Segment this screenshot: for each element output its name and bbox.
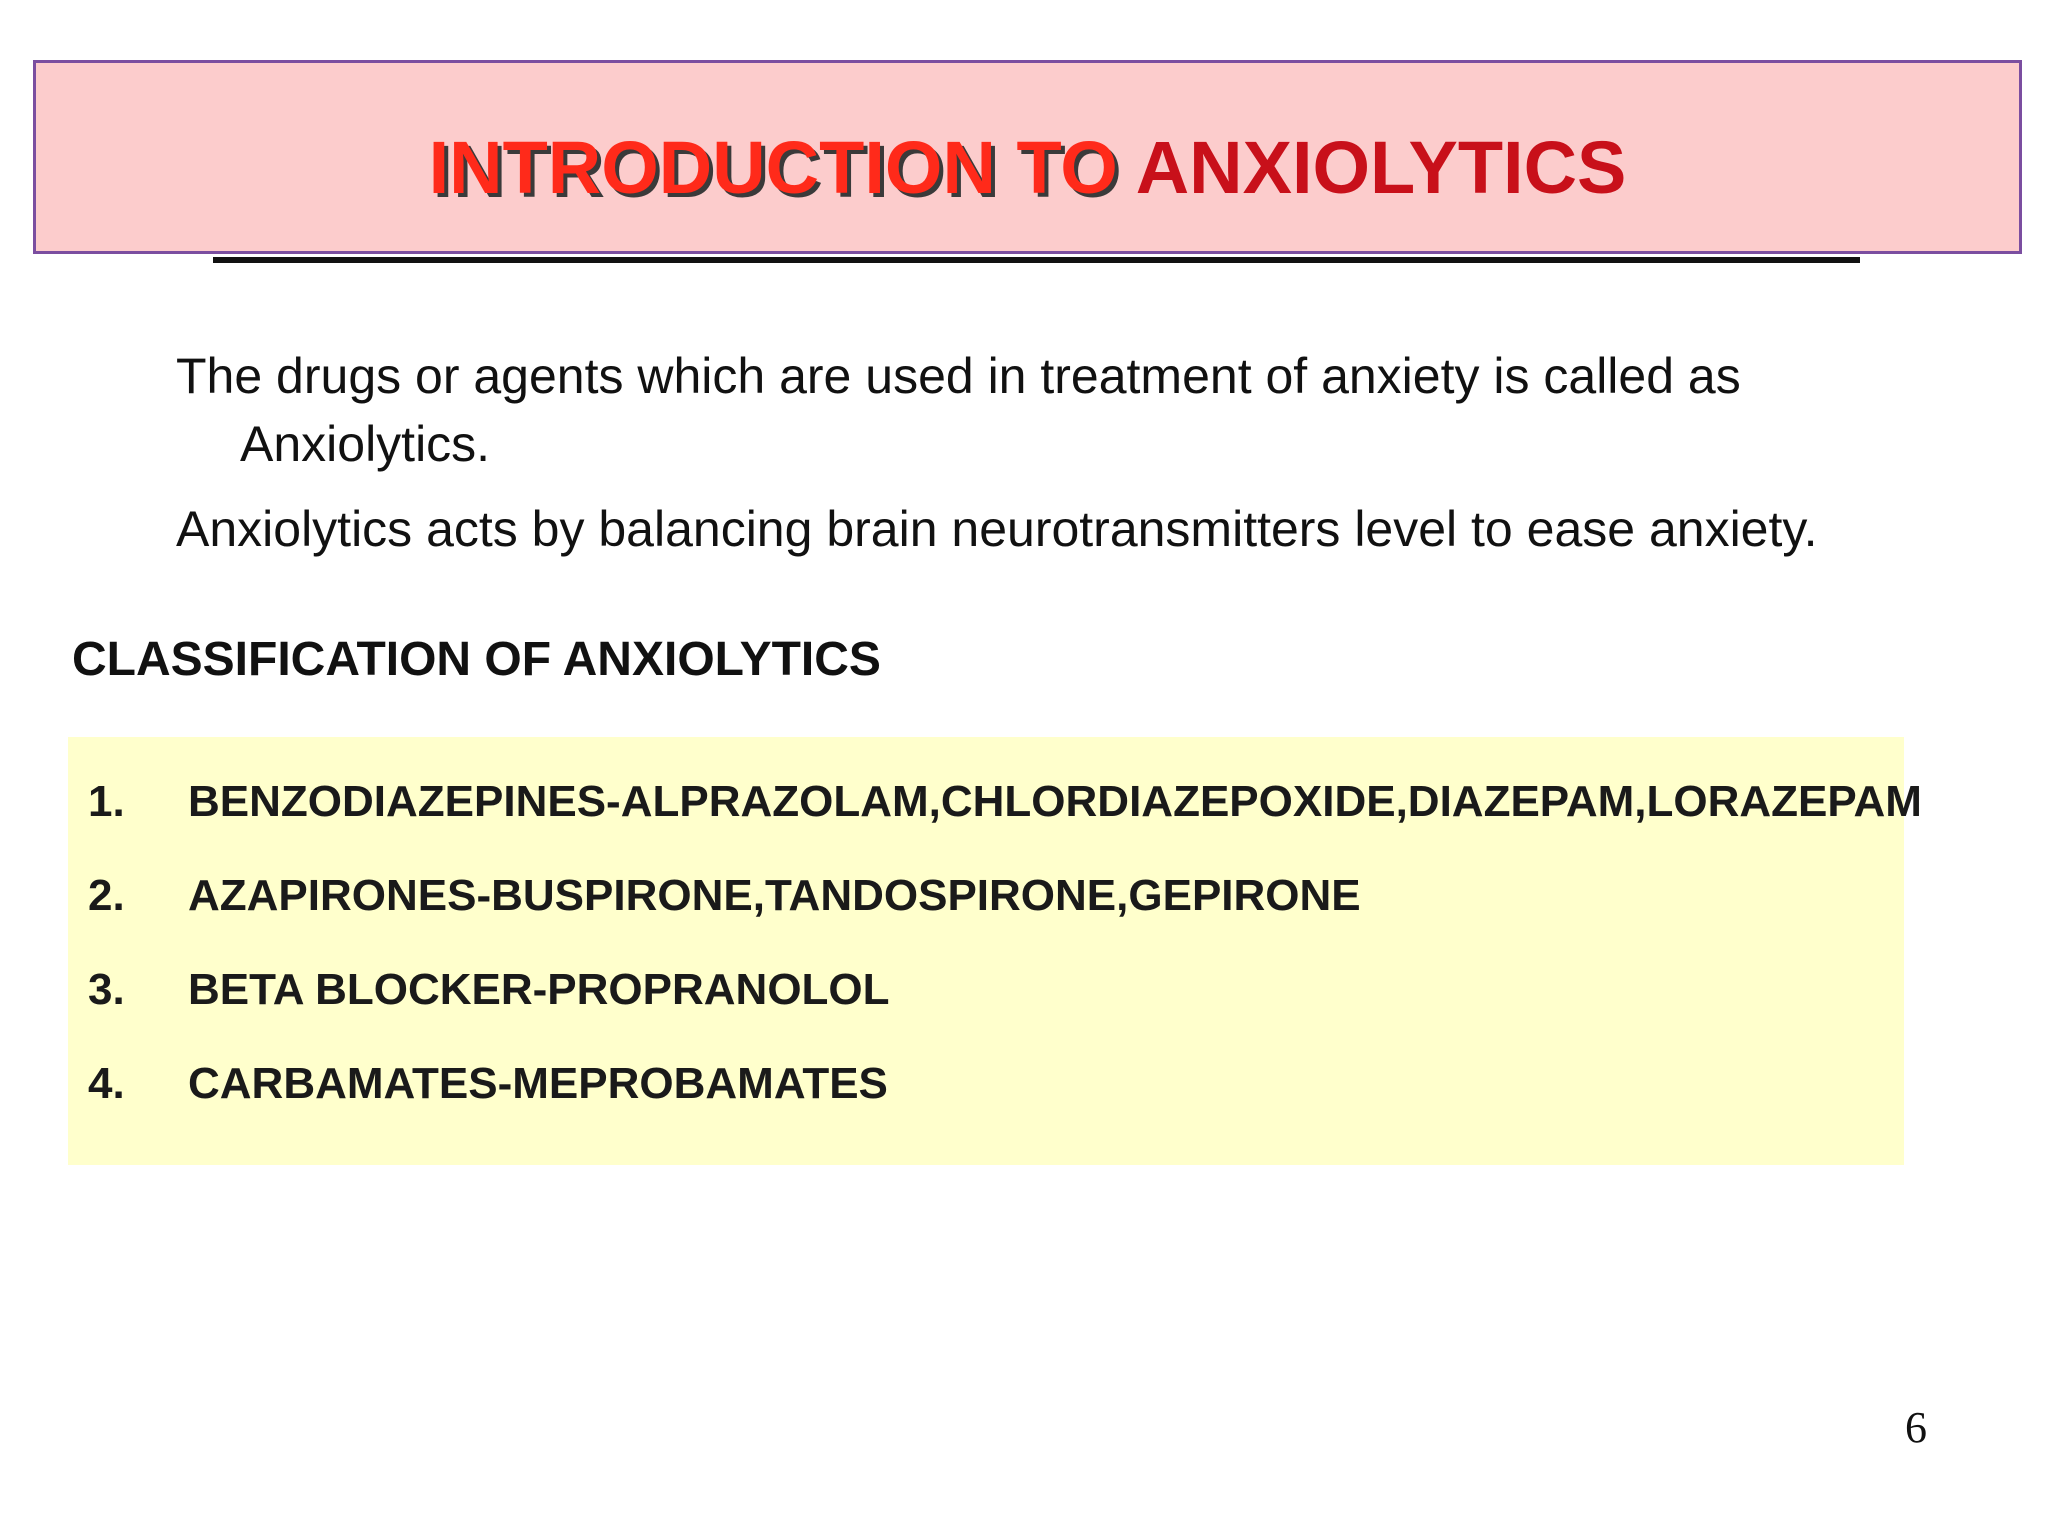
- title-part-anxiolytics: ANXIOLYTICS: [1135, 126, 1627, 209]
- title-part-introduction: INTRODUCTION TO: [428, 126, 1118, 209]
- title-banner: [33, 60, 2022, 254]
- slide-title: [428, 126, 1627, 209]
- intro-definition-line: The drugs or agents which are used in treatment of anxiety is called as: [176, 348, 1741, 404]
- intro-mechanism-paragraph: Anxiolytics acts by balancing brain neurotransmitters level to ease anxiety.: [176, 501, 1818, 557]
- classification-item: [68, 943, 1922, 1037]
- classification-item-number: 1.: [88, 777, 125, 826]
- classification-box: [68, 737, 1922, 1165]
- page-number: 6: [1905, 1403, 1927, 1452]
- classification-item: [68, 755, 1922, 849]
- classification-item-number: 2.: [88, 871, 125, 920]
- classification-item-text: BETA BLOCKER-PROPRANOLOL: [188, 965, 890, 1014]
- classification-item-text: AZAPIRONES-BUSPIRONE,TANDOSPIRONE,GEPIRONE: [188, 871, 1361, 920]
- classification-item: [68, 849, 1922, 943]
- intro-definition-paragraph: [176, 342, 1976, 478]
- classification-item: [68, 1037, 1922, 1131]
- intro-definition-continuation: Anxiolytics.: [240, 416, 491, 472]
- classification-item-text: BENZODIAZEPINES-ALPRAZOLAM,CHLORDIAZEPOXIDE,DIAZEPAM,LORAZEPAM: [188, 777, 1922, 826]
- title-underline-divider: [213, 257, 1860, 263]
- classification-list: [68, 755, 1922, 1131]
- classification-item-number: 3.: [88, 965, 125, 1014]
- classification-heading: CLASSIFICATION OF ANXIOLYTICS: [72, 633, 881, 686]
- classification-item-text: CARBAMATES-MEPROBAMATES: [188, 1059, 888, 1108]
- classification-item-number: 4.: [88, 1059, 125, 1108]
